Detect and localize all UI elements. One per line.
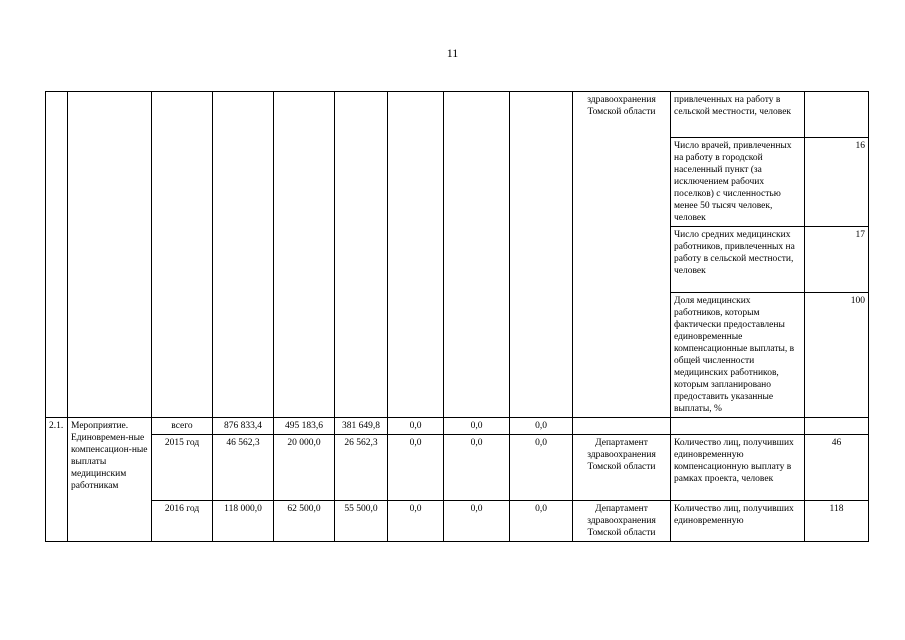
cell-c5: 0,0 <box>510 435 573 501</box>
cell-total: 876 833,4 <box>213 418 274 435</box>
continuation-row <box>46 92 869 138</box>
cell-indicator-value: 100 <box>805 293 869 418</box>
cell-item-name: Мероприятие. Единовремен-ные компенсацион-ные выплаты медицинским работникам <box>68 418 152 542</box>
cell-indicator-value: 17 <box>805 227 869 293</box>
cell-period: 2015 год <box>152 435 213 501</box>
cell-indicator-value <box>805 92 869 138</box>
cell-indicator: Доля медицинских работников, которым фактически предоставлены единовременные компенсационные выплаты, в общей численности медицинских работников, которым запланировано предоставить указанные выплаты, % <box>671 293 805 418</box>
cell-c2-empty <box>335 92 388 418</box>
cell-c4: 0,0 <box>444 435 510 501</box>
cell-executor: здравоохранения Томской области <box>573 92 671 418</box>
cell-indicator-value <box>805 418 869 435</box>
cell-indicator: привлеченных на работу в сельской местности, человек <box>671 92 805 138</box>
cell-indicator-value: 16 <box>805 138 869 227</box>
table-row <box>46 418 869 435</box>
table-row <box>46 435 869 501</box>
cell-c1: 495 183,6 <box>274 418 335 435</box>
cell-c4: 0,0 <box>444 501 510 542</box>
program-table <box>45 91 869 542</box>
cell-c4: 0,0 <box>444 418 510 435</box>
cell-indicator: Количество лиц, получивших единовременную <box>671 501 805 542</box>
cell-c5: 0,0 <box>510 418 573 435</box>
cell-indicator: Число врачей, привлеченных на работу в городской населенный пункт (за исключением рабочих поселков) с численностью менее 50 тысяч человек, человек <box>671 138 805 227</box>
cell-c5: 0,0 <box>510 501 573 542</box>
cell-executor: Департамент здравоохранения Томской области <box>573 501 671 542</box>
cell-total: 118 000,0 <box>213 501 274 542</box>
cell-period: всего <box>152 418 213 435</box>
cell-c1-empty <box>274 92 335 418</box>
cell-number-empty <box>46 92 68 418</box>
cell-indicator <box>671 418 805 435</box>
cell-c3: 0,0 <box>388 501 444 542</box>
cell-c3-empty <box>388 92 444 418</box>
cell-indicator: Количество лиц, получивших единовременную компенсационную выплату в рамках проекта, человек <box>671 435 805 501</box>
table-row <box>46 501 869 542</box>
cell-total-empty <box>213 92 274 418</box>
page-number: 11 <box>446 46 459 60</box>
cell-c3: 0,0 <box>388 418 444 435</box>
cell-c2: 55 500,0 <box>335 501 388 542</box>
cell-c1: 20 000,0 <box>274 435 335 501</box>
cell-total: 46 562,3 <box>213 435 274 501</box>
cell-c4-empty <box>444 92 510 418</box>
cell-c2: 26 562,3 <box>335 435 388 501</box>
cell-item-number: 2.1. <box>46 418 68 542</box>
cell-indicator: Число средних медицинских работников, привлеченных на работу в сельской местности, человек <box>671 227 805 293</box>
cell-period-empty <box>152 92 213 418</box>
cell-executor: Департамент здравоохранения Томской области <box>573 435 671 501</box>
cell-executor <box>573 418 671 435</box>
cell-c5-empty <box>510 92 573 418</box>
cell-c2: 381 649,8 <box>335 418 388 435</box>
cell-c3: 0,0 <box>388 435 444 501</box>
cell-indicator-value: 46 <box>805 435 869 501</box>
cell-c1: 62 500,0 <box>274 501 335 542</box>
cell-name-empty <box>68 92 152 418</box>
cell-period: 2016 год <box>152 501 213 542</box>
cell-indicator-value: 118 <box>805 501 869 542</box>
